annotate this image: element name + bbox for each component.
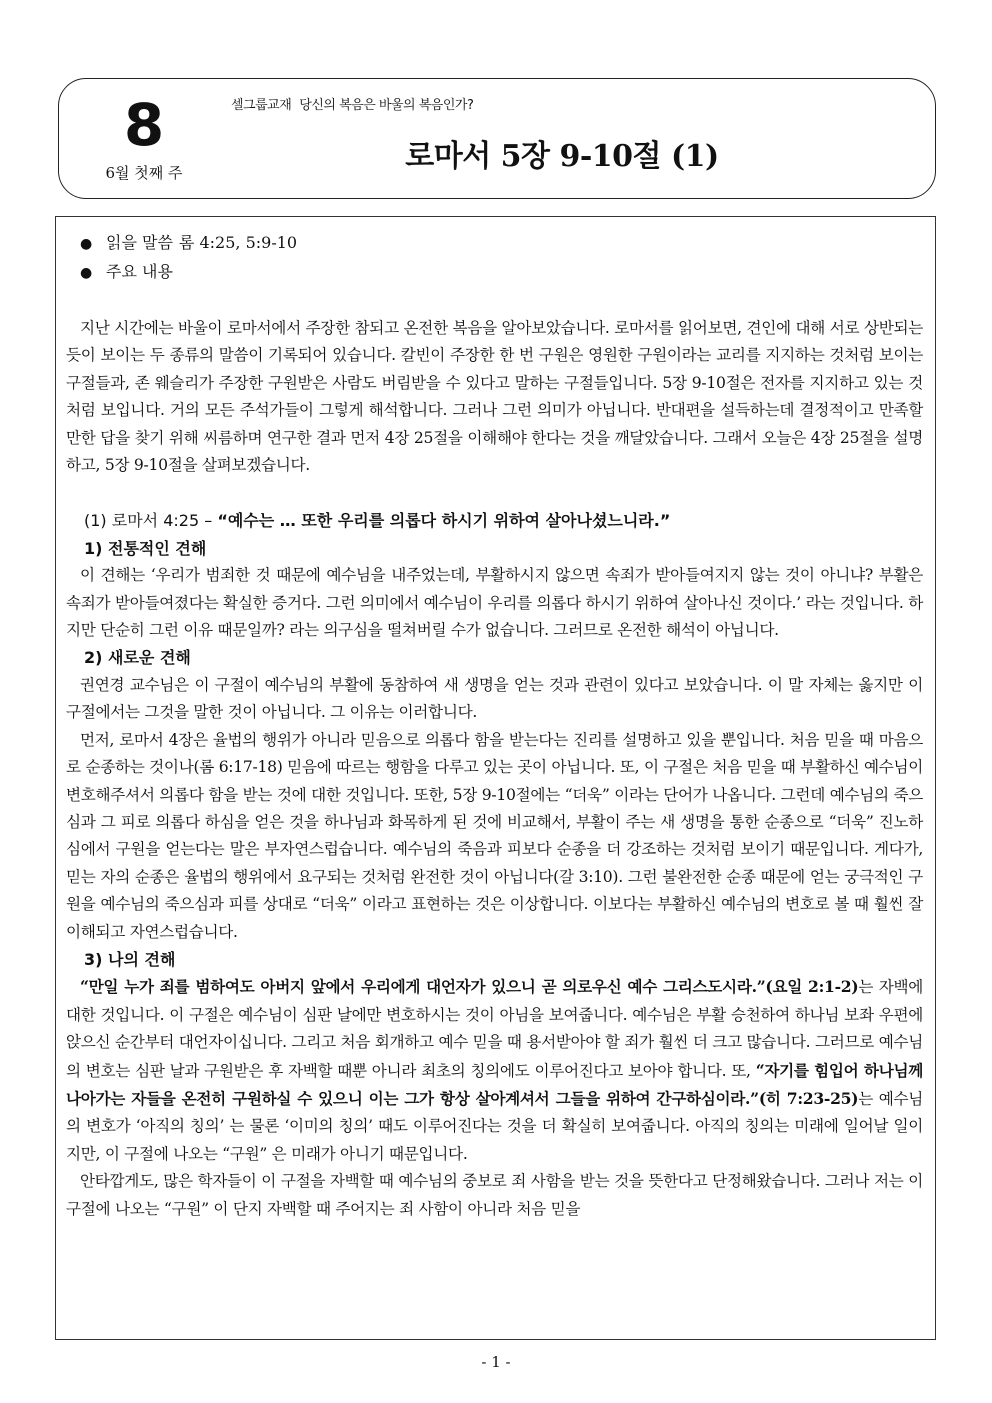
lesson-title: 로마서 5장 9-10절 (1) (405, 139, 719, 174)
content-box (55, 216, 936, 1340)
view1-heading: 1) 전통적인 견해 (84, 538, 207, 558)
section-heading (66, 507, 923, 534)
series-title: 당신의 복음은 바울의 복음인가? (299, 98, 474, 113)
series-line (231, 97, 481, 115)
view1-paragraph: 이 견해는 ‘우리가 범죄한 것 때문에 예수님을 내주었는데, 부활하시지 않으면 속죄가 받아들여지지 않는 것이 아니냐? 부활은 속죄가 받아들여졌다는 확실한 증거다. 그런 의미에서 예수님이 우리를 의롭다 하시기 위하여 살아나신 것이다.’ 라는 것입니다. 하지만 단순히 그런 이유 때문일까? 라는 의구심을 떨쳐버릴 수가 없습니다. 그러므로 온전한 해석이 아닙니다. (66, 566, 923, 640)
quote-hebrews: “자기를 힘입어 하나님께 나아가는 자들을 온전히 구원하실 수 있으니 이는 그가 항상 살아계셔서 그들을 위하여 간구하심이라.”(히 7:23-25) (66, 1060, 923, 1108)
view2-paragraph-1: 권연경 교수님은 이 구절이 예수님의 부활에 동참하여 새 생명을 얻는 것과 관련이 있다고 보았습니다. 이 말 자체는 옳지만 이 구절에서는 그것을 말한 것이 아닙니다. 그 이유는 이러합니다. (66, 675, 923, 722)
lesson-header (58, 78, 936, 199)
view3-text-2: 는 예수님의 변호가 ‘아직의 칭의’ 는 물론 ‘이미의 칭의’ 때도 이루어진다는 것을 더 확실히 보여줍니다. 아직의 칭의는 미래에 일어날 일이지만, 이 구절에 나오는 “구원” 은 미래가 아니기 때문입니다. (66, 1089, 923, 1163)
view3-paragraph-1 (66, 973, 923, 1168)
summary-label: 주요 내용 (106, 262, 173, 281)
view3-paragraph-2: 안타깝게도, 많은 학자들이 이 구절을 자백할 때 예수님의 중보로 죄 사함을 받는 것을 뜻한다고 단정해왔습니다. 그러나 저는 이 구절에 나오는 “구원” 이 단지 자백할 때 주어지는 죄 사함이 아니라 처음 믿을 (66, 1172, 923, 1218)
page-number: - 1 - (481, 1353, 511, 1371)
series-label: 셀그룹교재 (231, 98, 292, 113)
intro-paragraph: 지난 시간에는 바울이 로마서에서 주장한 참되고 온전한 복음을 알아보았습니다. 로마서를 읽어보면, 견인에 대해 서로 상반되는 듯이 보이는 두 종류의 말씀이 기록되어 있습니다. 칼빈이 주장한 한 번 구원은 영원한 구원이라는 교리를 지지하는 것처럼 보이는 구절들과, 존 웨슬리가 주장한 구원받은 사람도 버림받을 수 있다고 말하는 구절들입니다. 5장 9-10절은 전자를 지지하고 있는 것처럼 보입니다. 거의 모든 주석가들이 그렇게 해석합니다. 그러나 그런 의미가 아닙니다. 반대편을 설득하는데 결정적이고 만족할 만한 답을 찾기 위해 씨름하며 연구한 결과 먼저 4장 25절을 이해해야 한다는 것을 깨달았습니다. 그래서 오늘은 4장 25절을 설명하고, 5장 9-10절을 살펴보겠습니다. (66, 319, 924, 475)
reading-row (66, 229, 923, 258)
bullet-icon: ● (80, 236, 93, 252)
summary-row (66, 258, 923, 287)
view2-paragraph-2: 먼저, 로마서 4장은 율법의 행위가 아니라 믿음으로 의롭다 함을 받는다는 진리를 설명하고 있을 뿐입니다. 처음 믿을 때 마음으로 순종하는 것이나(롬 6:17-18) 믿음에 따르는 행함을 다루고 있는 곳이 아닙니다. 또, 이 구절은 처음 믿을 때 부활하신 예수님이 변호해주셔서 의롭다 함을 받는 것에 대한 것입니다. 또한, 5장 9-10절에는 “더욱” 이라는 단어가 나옵니다. 그런데 예수님의 죽으심과 그 피로 의롭다 하심을 얻은 것을 하나님과 화목하게 된 것에 비교해서, 부활이 주는 새 생명을 통한 순종으로 “더욱” 진노하심에서 구원을 얻는다는 말은 부자연스럽습니다. 예수님의 죽음과 피보다 순종을 더 강조하는 것처럼 보이기 때문입니다. 게다가, 믿는 자의 순종은 율법의 행위에서 요구되는 것처럼 완전한 것이 아닙니다(갈 3:10). 그런 불완전한 순종 때문에 얻는 궁극적인 구원을 예수님의 죽으심과 피를 상대로 “더욱” 이라고 표현하는 것은 이상합니다. 이보다는 부활하신 예수님의 변호로 볼 때 훨씬 잘 이해되고 자연스럽습니다. (66, 730, 923, 941)
reading-label: 읽을 말씀 (106, 233, 173, 252)
lesson-number: 8 (123, 91, 165, 159)
reading-reference: 롬 4:25, 5:9-10 (178, 233, 298, 252)
bullet-icon: ● (80, 265, 93, 281)
view3-text-1: 는 자백에 대한 것입니다. 이 구절은 예수님이 심판 날에만 변호하시는 것이 아님을 보여줍니다. 예수님은 부활 승천하여 하나님 보좌 우편에 앉으신 순간부터 대언자이십니다. 그리고 처음 회개하고 예수 믿을 때 용서받아야 할 죄가 훨씬 더 크고 많습니다. 그러므로 예수님의 변호는 심판 날과 구원받은 후 자백할 때뿐 아니라 최초의 칭의에도 이루어진다고 보아야 합니다. 또, (66, 978, 923, 1080)
section-quote: “예수는 … 또한 우리를 의롭다 하시기 위하여 살아나셨느니라.” (217, 511, 671, 531)
week-label: 6월 첫째 주 (105, 164, 183, 182)
quote-1john: “만일 누가 죄를 범하여도 아버지 앞에서 우리에게 대언자가 있으니 곧 의로우신 예수 그리스도시라.”(요일 2:1-2) (80, 977, 859, 997)
section-ref: (1) 로마서 4:25 – (84, 511, 218, 531)
view2-heading: 2) 새로운 견해 (84, 648, 191, 668)
view3-heading: 3) 나의 견해 (84, 949, 176, 969)
